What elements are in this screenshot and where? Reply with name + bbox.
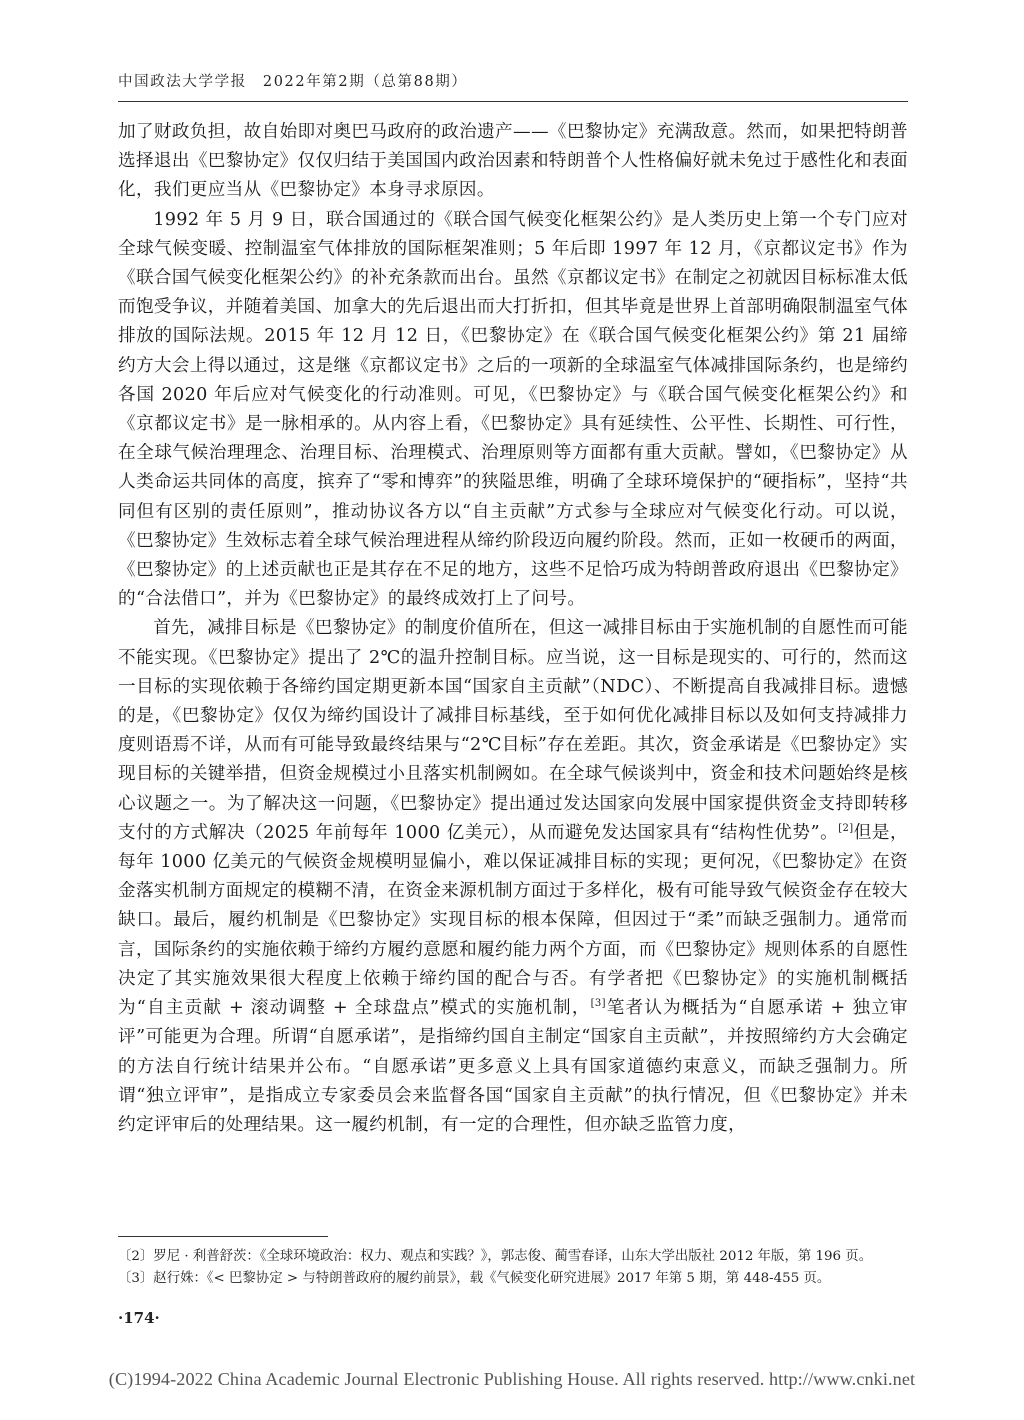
paragraph-3	[118, 614, 908, 1140]
paragraph-1: 加了财政负担，故自始即对奥巴马政府的政治遗产——《巴黎协定》充满敌意。然而，如果把特朗普选择退出《巴黎协定》仅仅归结于美国国内政治因素和特朗普个人性格偏好就未免过于感性化和表面化，我们更应当从《巴黎协定》本身寻求原因。	[118, 122, 908, 201]
footnote-ref-2[interactable]: [2]	[838, 823, 854, 835]
paragraph-3-part-c: 笔者认为概括为“自愿承诺 + 独立审评”可能更为合理。所谓“自愿承诺”，是指缔约国自主制定“国家自主贡献”，并按照缔约方大会确定的方法自行统计结果并公布。“自愿承诺”更多意义上具有国家道德约束意义，而缺乏强制力。所谓“独立评审”，是指成立专家委员会来监督各国“国家自主贡献”的执行情况，但《巴黎协定》并未约定评审后的处理结果。这一履约机制，有一定的合理性，但亦缺乏监管力度，	[118, 998, 908, 1135]
footnote-ref-3[interactable]: [3]	[590, 998, 606, 1010]
copyright-watermark: (C)1994-2022 China Academic Journal Electronic Publishing House. All rights reserved. http://www.cnki.net	[108, 1369, 916, 1389]
page-number: ·174·	[118, 1309, 160, 1327]
footnote-3: 〔3〕赵行姝：《< 巴黎协定 > 与特朗普政府的履约前景》，载《气候变化研究进展》2017 年第 5 期，第 448-455 页。	[118, 1271, 831, 1286]
footnotes	[118, 1246, 918, 1290]
article-body	[118, 118, 908, 1140]
header-divider	[118, 101, 908, 102]
footnote-divider	[118, 1236, 328, 1237]
paragraph-3-part-a: 首先，减排目标是《巴黎协定》的制度价值所在，但这一减排目标由于实施机制的自愿性而可能不能实现。《巴黎协定》提出了 2℃的温升控制目标。应当说，这一目标是现实的、可行的，然而这一目标的实现依赖于各缔约国定期更新本国“国家自主贡献”（NDC）、不断提高自我减排目标。遗憾的是，《巴黎协定》仅仅为缔约国设计了减排目标基线，至于如何优化减排目标以及如何支持减排力度则语焉不详，从而有可能导致最终结果与“2℃目标”存在差距。其次，资金承诺是《巴黎协定》实现目标的关键举措，但资金规模过小且落实机制阙如。在全球气候谈判中，资金和技术问题始终是核心议题之一。为了解决这一问题，《巴黎协定》提出通过发达国家向发展中国家提供资金支持即转移支付的方式解决（2025 年前每年 1000 亿美元），从而避免发达国家具有“结构性优势”。	[118, 618, 908, 843]
paragraph-3-part-b: 但是，每年 1000 亿美元的气候资金规模明显偏小，难以保证减排目标的实现；更何况，《巴黎协定》在资金落实机制方面规定的模糊不清，在资金来源机制方面过于多样化，极有可能导致气候资金存在较大缺口。最后，履约机制是《巴黎协定》实现目标的根本保障，但因过于“柔”而缺乏强制力。通常而言，国际条约的实施依赖于缔约方履约意愿和履约能力两个方面，而《巴黎协定》规则体系的自愿性决定了其实施效果很大程度上依赖于缔约国的配合与否。有学者把《巴黎协定》的实施机制概括为“自主贡献 + 滚动调整 + 全球盘点”模式的实施机制，	[118, 822, 908, 1019]
footnote-2: 〔2〕罗尼 · 利普舒茨：《全球环境政治：权力、观点和实践？》，郭志俊、蔺雪春译，山东大学出版社 2012 年版，第 196 页。	[118, 1249, 873, 1264]
running-header: 中国政法大学学报 2022年第2期（总第88期）	[118, 74, 468, 90]
paragraph-2: 1992 年 5 月 9 日，联合国通过的《联合国气候变化框架公约》是人类历史上第一个专门应对全球气候变暖、控制温室气体排放的国际框架准则；5 年后即 1997 年 12 月，《京都议定书》作为《联合国气候变化框架公约》的补充条款而出台。虽然《京都议定书》在制定之初就因目标标准太低而饱受争议，并随着美国、加拿大的先后退出而大打折扣，但其毕竟是世界上首部明确限制温室气体排放的国际法规。2015 年 12 月 12 日，《巴黎协定》在《联合国气候变化框架公约》第 21 届缔约方大会上得以通过，这是继《京都议定书》之后的一项新的全球温室气体减排国际条约，也是缔约各国 2020 年后应对气候变化的行动准则。可见，《巴黎协定》与《联合国气候变化框架公约》和《京都议定书》是一脉相承的。从内容上看，《巴黎协定》具有延续性、公平性、长期性、可行性，在全球气候治理理念、治理目标、治理模式、治理原则等方面都有重大贡献。譬如，《巴黎协定》从人类命运共同体的高度，摈弃了“零和博弈”的狭隘思维，明确了全球环境保护的“硬指标”，坚持“共同但有区别的责任原则”，推动协议各方以“自主贡献”方式参与全球应对气候变化行动。可以说，《巴黎协定》生效标志着全球气候治理进程从缔约阶段迈向履约阶段。然而，正如一枚硬币的两面，《巴黎协定》的上述贡献也正是其存在不足的地方，这些不足恰巧成为特朗普政府退出《巴黎协定》的“合法借口”，并为《巴黎协定》的最终成效打上了问号。	[118, 209, 908, 610]
